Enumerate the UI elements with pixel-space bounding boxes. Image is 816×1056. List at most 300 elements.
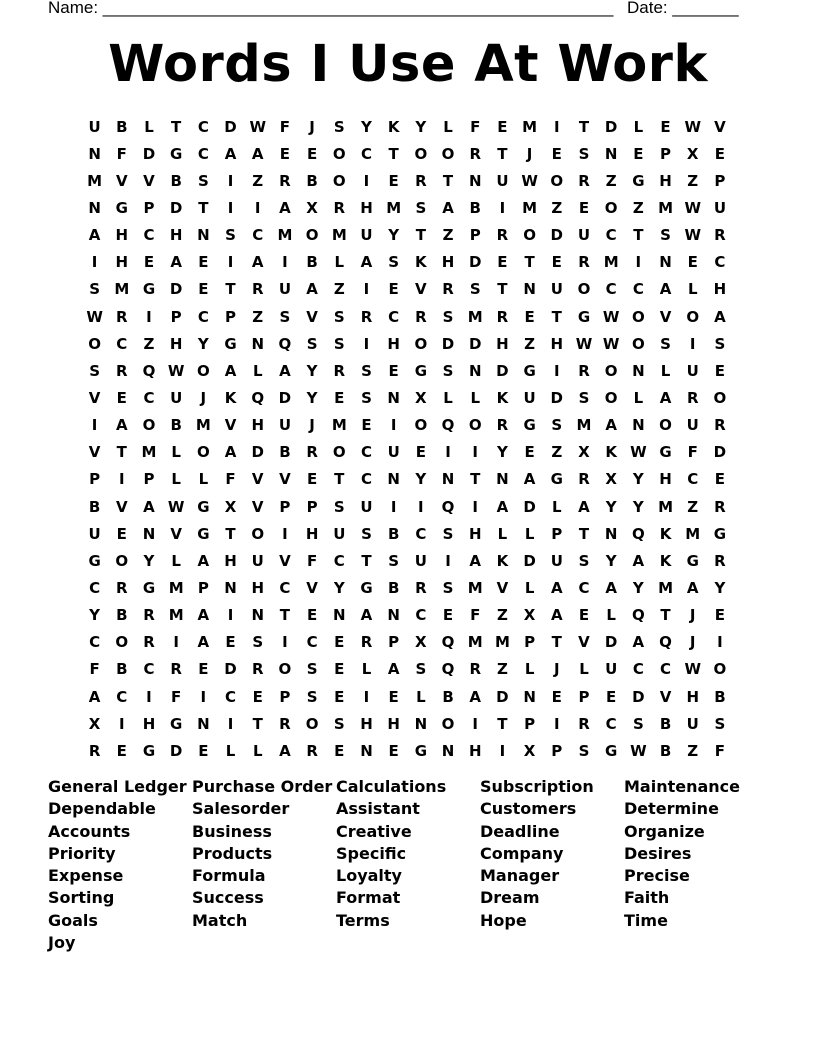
grid-letter: V (306, 578, 318, 597)
grid-letter: M (576, 416, 592, 435)
grid-letter: I (146, 687, 152, 706)
grid-letter: U (88, 524, 101, 543)
grid-letter: W (684, 226, 701, 245)
grid-letter: D (169, 280, 183, 299)
grid-letter: R (714, 226, 726, 245)
grid-letter: P (714, 171, 726, 190)
grid-letter: V (88, 443, 101, 462)
grid-letter: I (227, 714, 234, 733)
grid-letter: P (143, 198, 155, 217)
grid-letter: S (388, 551, 400, 570)
name-field[interactable]: Name: ______________________________________________________ (48, 0, 614, 17)
grid-letter: Y (89, 606, 101, 625)
grid-letter: W (630, 443, 647, 462)
grid-letter: I (282, 253, 288, 272)
grid-letter: O (604, 198, 618, 217)
grid-letter: G (632, 171, 645, 190)
grid-letter: U (523, 388, 536, 407)
grid-letter: A (279, 741, 291, 760)
grid-letter: C (89, 578, 101, 597)
grid-letter: O (686, 307, 700, 326)
grid-letter: S (361, 524, 372, 543)
grid-letter: E (252, 687, 263, 706)
grid-letter: D (169, 741, 183, 760)
grid-letter: D (604, 117, 618, 136)
grid-letter: E (388, 280, 399, 299)
grid-letter: E (198, 253, 209, 272)
grid-letter: M (658, 578, 673, 597)
grid-letter: N (604, 144, 618, 163)
grid-letter: N (496, 470, 509, 489)
grid-letter: K (415, 253, 427, 272)
grid-letter: O (713, 388, 727, 407)
grid-letter: U (251, 551, 264, 570)
grid-letter: G (414, 741, 427, 760)
grid-letter: Q (142, 361, 156, 380)
grid-letter: E (116, 741, 127, 760)
grid-letter: Z (551, 443, 563, 462)
grid-letter: Y (333, 578, 345, 597)
grid-letter: G (550, 470, 563, 489)
grid-letter: M (277, 226, 293, 245)
word-column (480, 776, 624, 932)
date-field[interactable]: Date: _______ (627, 0, 739, 17)
grid-letter: U (333, 524, 346, 543)
grid-letter: A (550, 606, 563, 625)
word-bank-item: Salesorder (192, 799, 290, 819)
grid-letter: R (415, 578, 427, 597)
word-bank-item: Deadline (480, 821, 560, 841)
grid-letter: I (445, 551, 451, 570)
grid-letter: M (168, 578, 184, 597)
grid-letter: X (605, 470, 617, 489)
grid-letter: O (305, 714, 319, 733)
grid-letter: Z (687, 171, 699, 190)
grid-letter: F (687, 443, 698, 462)
page-title: Words I Use At Work (108, 35, 708, 94)
grid-letter: I (418, 497, 424, 516)
grid-letter: W (684, 198, 701, 217)
grid-letter: W (602, 334, 620, 353)
grid-letter: V (415, 280, 427, 299)
grid-letter: U (686, 714, 699, 733)
grid-letter: S (333, 307, 345, 326)
grid-letter: T (361, 551, 372, 570)
grid-letter: D (632, 687, 645, 706)
grid-letter: E (198, 741, 209, 760)
grid-letter: S (333, 334, 345, 353)
grid-letter: L (497, 524, 508, 543)
word-bank-item: Specific (336, 843, 407, 863)
grid-letter: Q (441, 633, 455, 652)
grid-letter: O (414, 416, 428, 435)
grid-letter: C (197, 117, 209, 136)
grid-letter: L (660, 361, 671, 380)
grid-letter: B (170, 171, 182, 190)
grid-letter: H (686, 687, 699, 706)
grid-letter: O (332, 171, 346, 190)
grid-letter: C (89, 633, 101, 652)
grid-letter: T (225, 280, 236, 299)
grid-letter: D (468, 253, 482, 272)
grid-letter: H (550, 334, 564, 353)
grid-letter: L (171, 551, 181, 570)
word-bank-item: Sorting (48, 888, 115, 908)
grid-letter: G (115, 198, 128, 217)
grid-letter: E (524, 307, 535, 326)
grid-letter: O (196, 361, 210, 380)
grid-letter: L (252, 361, 263, 380)
grid-letter: Q (441, 416, 455, 435)
word-bank-item: General Ledger (48, 777, 187, 796)
grid-letter: S (333, 117, 345, 136)
grid-letter: R (714, 551, 726, 570)
grid-letter: N (604, 524, 618, 543)
grid-letter: V (88, 388, 101, 407)
grid-letter: S (415, 198, 427, 217)
grid-letter: C (360, 144, 372, 163)
word-bank-item: Assistant (336, 799, 420, 819)
grid-letter: E (633, 144, 644, 163)
grid-letter: A (279, 198, 291, 217)
grid-letter: H (468, 524, 482, 543)
grid-letter: N (197, 226, 210, 245)
grid-letter: U (278, 280, 291, 299)
grid-letter: T (551, 633, 562, 652)
word-bank-item: Priority (48, 843, 116, 863)
grid-letter: Q (441, 660, 455, 679)
grid-letter: C (605, 280, 617, 299)
grid-letter: E (388, 171, 399, 190)
grid-letter: A (224, 144, 237, 163)
grid-letter: O (441, 714, 455, 733)
grid-letter: W (521, 171, 538, 190)
grid-letter: M (114, 280, 130, 299)
grid-letter: T (578, 524, 590, 543)
grid-letter: G (523, 361, 536, 380)
grid-letter: I (499, 741, 506, 760)
grid-letter: H (468, 741, 482, 760)
grid-letter: A (88, 226, 101, 245)
grid-letter: O (659, 416, 672, 435)
grid-letter: L (470, 388, 480, 407)
grid-letter: B (116, 660, 128, 679)
grid-letter: M (522, 198, 538, 217)
grid-letter: E (334, 687, 345, 706)
grid-letter: O (278, 660, 292, 679)
grid-letter: X (686, 144, 699, 163)
word-bank-item: Time (624, 910, 668, 930)
grid-letter: M (494, 633, 510, 652)
word-bank-item: Customers (480, 799, 577, 819)
grid-letter: L (334, 253, 345, 272)
grid-letter: A (714, 307, 726, 326)
grid-letter: I (553, 117, 560, 136)
grid-letter: H (169, 226, 183, 245)
grid-letter: V (306, 307, 318, 326)
grid-letter: S (442, 524, 454, 543)
grid-letter: W (684, 117, 701, 136)
grid-letter: Z (687, 497, 699, 516)
grid-letter: E (388, 687, 399, 706)
grid-letter: I (227, 198, 234, 217)
grid-letter: S (714, 714, 726, 733)
grid-letter: V (279, 470, 291, 489)
grid-letter: E (306, 470, 318, 489)
grid-letter: R (88, 741, 101, 760)
grid-letter: C (143, 226, 155, 245)
grid-letter: X (523, 741, 536, 760)
grid-letter: G (360, 578, 373, 597)
grid-letter: P (197, 578, 209, 597)
grid-letter: I (553, 361, 560, 380)
grid-letter: L (524, 660, 535, 679)
grid-letter: I (499, 198, 506, 217)
grid-letter: X (415, 388, 427, 407)
grid-letter: N (523, 687, 536, 706)
grid-letter: D (496, 361, 509, 380)
word-bank-item: Calculations (336, 777, 447, 796)
grid-letter: S (578, 741, 590, 760)
grid-letter: A (360, 606, 373, 625)
grid-letter: W (575, 334, 593, 353)
grid-letter: N (468, 171, 482, 190)
grid-letter: I (254, 198, 261, 217)
grid-letter: S (306, 687, 318, 706)
grid-letter: T (279, 606, 291, 625)
grid-letter: I (553, 714, 560, 733)
grid-letter: T (497, 144, 508, 163)
grid-letter: P (524, 633, 536, 652)
grid-letter: S (388, 253, 400, 272)
grid-letter: W (86, 307, 103, 326)
grid-letter: A (523, 470, 536, 489)
grid-letter: T (252, 714, 263, 733)
grid-letter: P (578, 687, 590, 706)
grid-letter: S (578, 388, 590, 407)
grid-letter: Z (687, 741, 699, 760)
grid-letter: A (224, 443, 237, 462)
word-column (624, 776, 768, 932)
grid-letter: Z (143, 334, 155, 353)
grid-letter: N (632, 361, 645, 380)
grid-letter: Z (252, 171, 264, 190)
grid-letter: S (578, 144, 590, 163)
grid-letter: M (658, 497, 673, 516)
grid-letter: P (388, 633, 400, 652)
grid-letter: R (415, 171, 427, 190)
grid-letter: W (167, 497, 185, 516)
grid-letter: G (224, 334, 237, 353)
grid-letter: E (578, 606, 590, 625)
grid-letter: L (443, 388, 453, 407)
grid-letter: B (469, 198, 481, 217)
grid-letter: C (197, 144, 209, 163)
word-bank-item: Creative (336, 821, 412, 841)
grid-letter: B (88, 497, 101, 516)
grid-letter: V (143, 171, 155, 190)
grid-letter: R (360, 633, 373, 652)
grid-letter: G (414, 361, 427, 380)
grid-letter: L (633, 117, 644, 136)
grid-letter: H (224, 551, 237, 570)
grid-letter: Y (143, 551, 155, 570)
grid-letter: D (713, 443, 727, 462)
grid-letter: D (224, 117, 237, 136)
grid-letter: Q (251, 388, 265, 407)
grid-letter: E (334, 388, 345, 407)
grid-letter: I (227, 253, 234, 272)
grid-letter: U (686, 361, 699, 380)
word-bank-item: Maintenance (624, 777, 741, 796)
grid-letter: O (550, 171, 564, 190)
grid-letter: E (225, 633, 236, 652)
grid-letter: S (578, 551, 590, 570)
grid-letter: B (279, 443, 291, 462)
grid-letter: B (116, 117, 128, 136)
grid-letter: O (414, 144, 428, 163)
grid-letter: S (361, 388, 372, 407)
grid-letter: A (170, 253, 182, 272)
word-bank-item: Desires (624, 843, 692, 863)
grid-letter: R (306, 741, 318, 760)
grid-letter: H (251, 416, 264, 435)
grid-letter: H (659, 470, 672, 489)
grid-letter: E (442, 606, 454, 625)
grid-letter: U (88, 117, 101, 136)
grid-letter: R (578, 470, 590, 489)
grid-letter: O (523, 226, 536, 245)
grid-letter: I (390, 497, 397, 516)
grid-letter: N (251, 606, 264, 625)
grid-letter: A (143, 497, 155, 516)
grid-letter: K (224, 388, 237, 407)
grid-letter: T (415, 226, 426, 245)
grid-letter: F (470, 117, 481, 136)
grid-letter: E (687, 253, 698, 272)
grid-letter: F (279, 117, 291, 136)
grid-letter: H (659, 171, 672, 190)
grid-letter: A (605, 416, 617, 435)
grid-letter: C (605, 714, 617, 733)
grid-letter: J (689, 633, 696, 652)
grid-letter: T (388, 144, 399, 163)
grid-letter: S (442, 578, 454, 597)
grid-letter: P (225, 307, 237, 326)
word-bank-item: Dependable (48, 799, 156, 819)
grid-letter: A (605, 578, 617, 597)
grid-letter: N (142, 524, 156, 543)
grid-letter: B (387, 524, 400, 543)
grid-letter: L (225, 741, 236, 760)
grid-letter: R (469, 144, 481, 163)
grid-letter: P (551, 524, 563, 543)
grid-letter: J (309, 416, 315, 435)
grid-letter: U (605, 660, 618, 679)
grid-letter: V (659, 687, 672, 706)
grid-letter: G (686, 551, 699, 570)
grid-letter: C (687, 470, 699, 489)
grid-letter: L (144, 117, 154, 136)
grid-letter: B (659, 741, 672, 760)
grid-letter: E (334, 633, 345, 652)
grid-letter: A (632, 551, 645, 570)
grid-letter: Y (605, 551, 617, 570)
grid-letter: Z (551, 198, 563, 217)
grid-letter: O (332, 443, 346, 462)
grid-letter: Y (306, 388, 318, 407)
word-bank-item: Joy (48, 933, 76, 953)
grid-letter: Y (306, 361, 318, 380)
grid-letter: G (170, 144, 183, 163)
grid-letter: A (197, 633, 210, 652)
grid-letter: D (550, 226, 563, 245)
grid-letter: K (496, 388, 509, 407)
grid-letter: M (141, 443, 157, 462)
grid-letter: C (632, 280, 644, 299)
grid-letter: N (632, 416, 645, 435)
grid-letter: A (469, 551, 482, 570)
grid-letter: A (659, 388, 672, 407)
grid-letter: V (714, 117, 726, 136)
grid-letter: E (714, 144, 726, 163)
grid-letter: B (116, 606, 128, 625)
grid-letter: D (169, 198, 183, 217)
grid-letter: B (442, 687, 454, 706)
word-bank-item: Formula (192, 866, 266, 886)
grid-letter: B (170, 416, 182, 435)
grid-letter: A (550, 578, 563, 597)
grid-letter: Y (632, 578, 644, 597)
grid-letter: S (333, 714, 345, 733)
word-bank-item: Accounts (48, 821, 131, 841)
grid-letter: M (522, 117, 538, 136)
grid-letter: H (169, 334, 183, 353)
grid-letter: B (387, 578, 400, 597)
grid-letter: P (279, 687, 291, 706)
grid-letter: P (170, 307, 182, 326)
grid-letter: J (553, 660, 560, 679)
grid-letter: H (441, 253, 455, 272)
grid-letter: A (197, 551, 210, 570)
grid-letter: K (387, 117, 400, 136)
grid-letter: N (414, 714, 428, 733)
grid-letter: T (198, 198, 209, 217)
grid-letter: R (360, 307, 373, 326)
grid-letter: E (497, 117, 508, 136)
grid-letter: R (496, 226, 509, 245)
grid-letter: O (332, 144, 346, 163)
grid-letter: S (89, 280, 100, 299)
grid-letter: R (714, 497, 726, 516)
grid-letter: L (552, 497, 562, 516)
grid-letter: T (116, 443, 127, 462)
grid-letter: I (173, 633, 179, 652)
grid-letter: O (631, 307, 645, 326)
grid-letter: P (551, 741, 563, 760)
grid-letter: L (171, 443, 181, 462)
grid-letter: C (225, 687, 237, 706)
grid-letter: M (603, 253, 619, 272)
grid-letter: N (659, 253, 672, 272)
grid-letter: I (472, 443, 479, 462)
grid-letter: I (689, 334, 696, 353)
grid-letter: T (633, 226, 644, 245)
word-bank-item: Faith (624, 888, 670, 908)
grid-letter: C (116, 687, 128, 706)
grid-letter: D (604, 633, 618, 652)
grid-letter: D (550, 388, 563, 407)
